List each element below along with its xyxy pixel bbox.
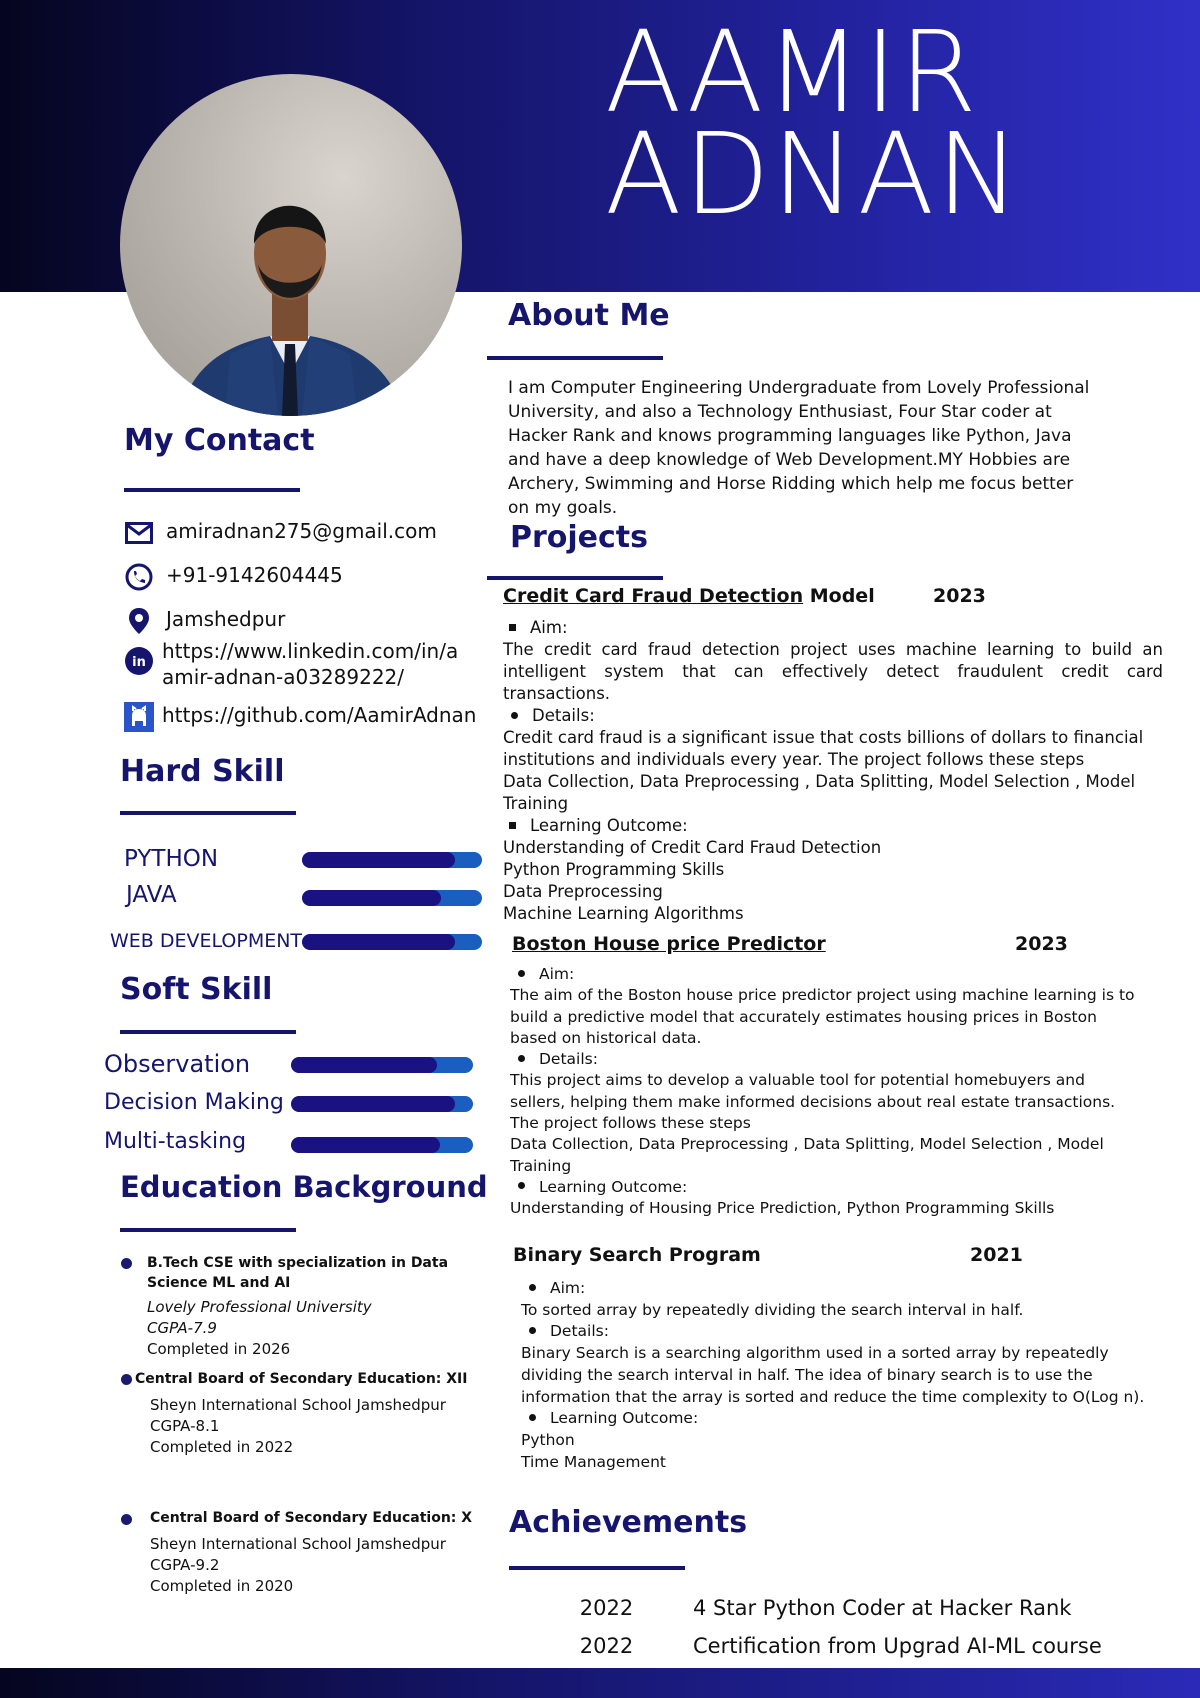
github-icon xyxy=(124,702,154,732)
bullet xyxy=(518,970,525,977)
details-text: Credit card fraud is a significant issue that costs billions of dollars to financial institutions and individuals every year. The project follows these steps xyxy=(503,728,1144,769)
skill-bar-multi-tasking xyxy=(291,1137,473,1153)
project-title-main: Credit Card Fraud Detection xyxy=(503,585,804,607)
skill-label-observation: Observation xyxy=(104,1050,251,1078)
aim-row xyxy=(521,1278,1156,1300)
achievements-rule xyxy=(509,1566,685,1570)
details-label: Details: xyxy=(539,1050,598,1069)
edu-grade: CGPA-7.9 xyxy=(147,1319,217,1337)
linkedin-icon xyxy=(124,646,154,676)
projects-rule xyxy=(487,576,663,580)
skill-bar-web-development xyxy=(302,934,482,950)
edu-bullet xyxy=(121,1374,132,1385)
details-label: Details: xyxy=(532,706,595,725)
bullet xyxy=(509,624,516,631)
contact-github[interactable] xyxy=(124,702,476,732)
aim-row xyxy=(503,617,1163,639)
project-title-main: Boston House price Predictor xyxy=(512,933,826,955)
achievement-row xyxy=(520,1596,1071,1620)
resume-name xyxy=(605,8,1165,240)
skill-bar-observation-fill xyxy=(291,1057,437,1073)
hard-skill-heading: Hard Skill xyxy=(120,754,285,789)
phone-icon xyxy=(124,562,154,592)
linkedin-line2: amir-adnan-a03289222/ xyxy=(162,665,405,689)
education-rule xyxy=(120,1228,296,1232)
skill-bar-decision-making-fill xyxy=(291,1096,455,1112)
edu-institution: Lovely Professional University xyxy=(147,1298,372,1316)
first-name: AAMIR xyxy=(605,8,979,138)
achievement-text: 4 Star Python Coder at Hacker Rank xyxy=(693,1596,1072,1620)
details-row xyxy=(510,1049,1135,1070)
project-title-credit-card xyxy=(503,585,875,607)
outcome-item: Time Management xyxy=(521,1452,666,1471)
skill-label-java: JAVA xyxy=(126,882,177,908)
about-heading: About Me xyxy=(508,298,670,333)
aim-text: To sorted array by repeatedly dividing the search interval in half. xyxy=(521,1300,1024,1319)
linkedin-line1: https://www.linkedin.com/in/a xyxy=(162,639,459,663)
aim-text: The credit card fraud detection project uses machine learning to build an intelligent system that can effectively detect fraudulent credit card transactions. xyxy=(503,640,1163,703)
outcome-label: Learning Outcome: xyxy=(550,1409,699,1428)
project-body-binary-search xyxy=(521,1278,1156,1473)
edu-completed: Completed in 2026 xyxy=(147,1340,291,1358)
aim-label: Aim: xyxy=(539,965,575,983)
achievement-year: 2022 xyxy=(579,1596,634,1620)
outcome-label: Learning Outcome: xyxy=(539,1177,688,1196)
skill-label-python: PYTHON xyxy=(124,846,219,872)
phone-text: +91-9142604445 xyxy=(166,563,343,587)
edu-institution: Sheyn International School Jamshedpur xyxy=(150,1535,446,1553)
outcome-text: Understanding of Housing Price Prediction, Python Programming Skills xyxy=(510,1199,1055,1218)
contact-linkedin[interactable] xyxy=(124,638,458,690)
bullet xyxy=(518,1182,525,1189)
steps-text: Data Collection, Data Preprocessing , Data Splitting, Model Selection , Model Training xyxy=(503,772,1136,813)
email-text: amiradnan275@gmail.com xyxy=(166,519,437,543)
project-title-binary-search: Binary Search Program xyxy=(513,1244,761,1266)
outcome-item: Data Preprocessing xyxy=(503,882,663,901)
aim-row xyxy=(510,964,1135,985)
edu-completed: Completed in 2020 xyxy=(150,1577,294,1595)
project-year: 2023 xyxy=(933,585,986,607)
outcome-item: Python Programming Skills xyxy=(503,860,725,879)
skill-bar-decision-making xyxy=(291,1096,473,1112)
project-title-boston xyxy=(512,933,826,955)
bullet xyxy=(529,1414,536,1421)
about-text: I am Computer Engineering Undergraduate from Lovely Professional University, and also a Technology Enthusiast, Four Star coder at Hacker Rank and knows programming languages like Python, Java and have a deep knowledge of Web Development.MY Hobbies are Archery, Swimming and Horse Ridding which help me focus better on my goals. xyxy=(508,378,1090,518)
skill-bar-java-fill xyxy=(302,890,441,906)
education-item-x xyxy=(150,1508,485,1597)
skill-label-multi-tasking: Multi-tasking xyxy=(104,1129,247,1154)
skill-bar-web-development-fill xyxy=(302,934,455,950)
hard-skill-rule xyxy=(120,811,296,815)
contact-heading: My Contact xyxy=(124,423,315,458)
project-year: 2021 xyxy=(970,1244,1023,1266)
edu-completed: Completed in 2022 xyxy=(150,1438,294,1456)
outcome-row xyxy=(510,1177,1135,1198)
details-text: Binary Search is a searching algorithm used in a sorted array by repeatedly dividing the search interval in half. The idea of binary search is to use the information that the array is sorted and reduce the time complexity to O(Log n). xyxy=(521,1344,1145,1406)
education-item-btech xyxy=(147,1253,477,1360)
contact-email[interactable] xyxy=(124,518,437,548)
edu-grade: CGPA-9.2 xyxy=(150,1556,220,1574)
project-body-boston xyxy=(510,964,1135,1220)
outcome-item: Understanding of Credit Card Fraud Detection xyxy=(503,838,882,857)
location-pin-icon xyxy=(124,606,154,636)
education-item-xii xyxy=(135,1369,485,1458)
outcome-item: Python xyxy=(521,1430,575,1449)
skill-bar-java xyxy=(302,890,482,906)
last-name: ADNAN xyxy=(605,110,1023,240)
footer-band xyxy=(0,1668,1200,1698)
bullet xyxy=(529,1327,536,1334)
location-text: Jamshedpur xyxy=(166,607,286,631)
about-rule xyxy=(487,356,663,360)
bullet xyxy=(509,822,516,829)
project-title-suffix: Model xyxy=(809,585,875,607)
soft-skill-heading: Soft Skill xyxy=(120,972,273,1007)
skill-bar-multi-tasking-fill xyxy=(291,1137,440,1153)
project-year: 2023 xyxy=(1015,933,1068,955)
bullet xyxy=(529,1284,536,1291)
aim-text: The aim of the Boston house price predictor project using machine learning is to build a predictive model that accurately estimates housing prices in Boston based on historical data. xyxy=(510,986,1135,1047)
project-body-credit-card xyxy=(503,617,1163,925)
achievements-heading: Achievements xyxy=(509,1505,748,1540)
achievement-row xyxy=(520,1634,1102,1658)
steps-text: Data Collection, Data Preprocessing , Data Splitting, Model Selection , Model Training xyxy=(510,1135,1104,1175)
edu-title: Central Board of Secondary Education: X xyxy=(150,1510,473,1526)
skill-bar-observation xyxy=(291,1057,473,1073)
outcome-item: Machine Learning Algorithms xyxy=(503,904,744,923)
edu-title-line2: Science ML and AI xyxy=(147,1275,291,1291)
aim-label: Aim: xyxy=(530,618,568,637)
outcome-row xyxy=(521,1408,1156,1430)
contact-rule xyxy=(124,488,300,492)
edu-bullet xyxy=(121,1258,132,1269)
bullet xyxy=(518,1055,525,1062)
details-text: This project aims to develop a valuable tool for potential homebuyers and sellers, helping them make informed decisions about real estate transactions. The project follows these steps xyxy=(510,1071,1116,1133)
achievement-text: Certification from Upgrad AI-ML course xyxy=(693,1634,1102,1658)
aim-label: Aim: xyxy=(550,1279,586,1297)
svg-text:in: in xyxy=(132,655,146,670)
skill-bar-python xyxy=(302,852,482,868)
edu-title xyxy=(147,1253,477,1293)
edu-institution: Sheyn International School Jamshedpur xyxy=(150,1396,446,1414)
achievement-year: 2022 xyxy=(579,1634,634,1658)
projects-heading: Projects xyxy=(510,520,649,555)
outcome-row xyxy=(503,815,1163,837)
portrait-figure xyxy=(120,74,462,416)
details-label: Details: xyxy=(550,1322,609,1341)
mail-icon xyxy=(124,518,154,548)
contact-location xyxy=(124,606,285,636)
details-row xyxy=(521,1321,1156,1343)
skill-bar-python-fill xyxy=(302,852,455,868)
details-row xyxy=(503,705,1163,727)
skill-label-web-development: WEB DEVELOPMENT xyxy=(110,930,303,952)
linkedin-text xyxy=(162,638,458,690)
bullet xyxy=(511,712,518,719)
edu-grade: CGPA-8.1 xyxy=(150,1417,220,1435)
profile-photo xyxy=(120,74,462,416)
edu-title: Central Board of Secondary Education: XII xyxy=(135,1371,468,1387)
education-heading: Education Background xyxy=(120,1170,488,1204)
soft-skill-rule xyxy=(120,1030,296,1034)
contact-phone[interactable] xyxy=(124,562,343,592)
edu-title-line1: B.Tech CSE with specialization in Data xyxy=(147,1255,449,1271)
outcome-label: Learning Outcome: xyxy=(530,816,688,835)
skill-label-decision-making: Decision Making xyxy=(104,1090,284,1115)
github-text: https://github.com/AamirAdnan xyxy=(162,703,477,727)
edu-bullet xyxy=(121,1514,132,1525)
